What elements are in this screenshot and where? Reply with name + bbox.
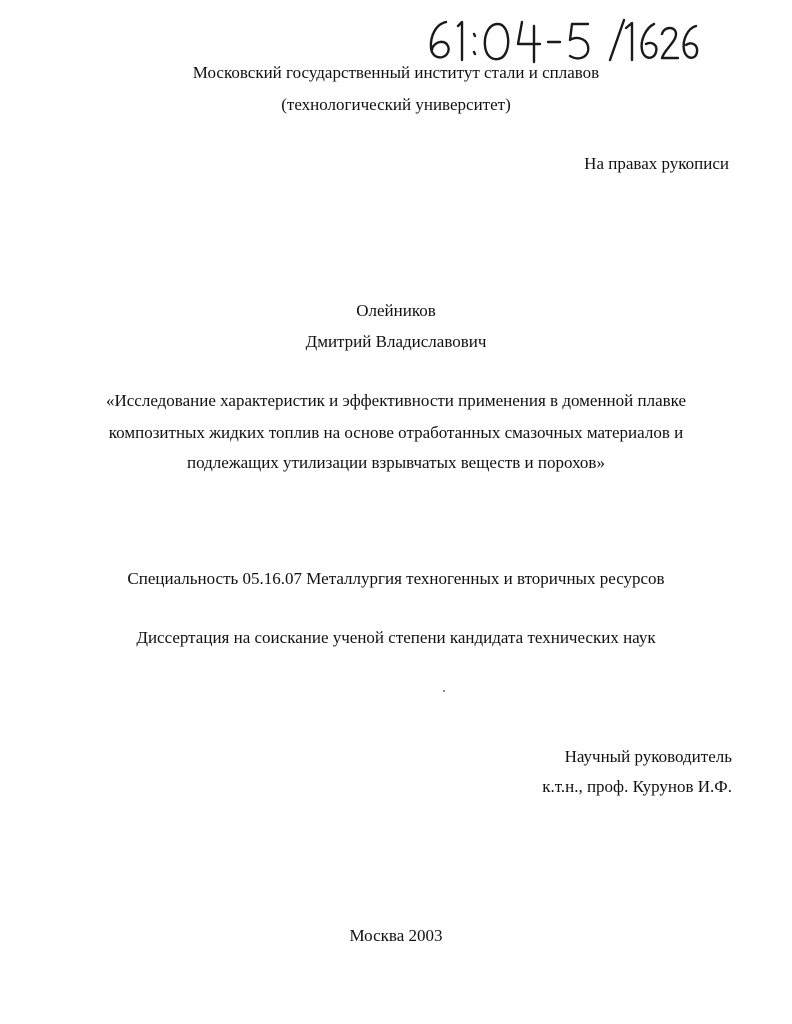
place-year: Москва 2003 — [349, 926, 443, 945]
supervisor-name: к.т.н., проф. Курунов И.Ф. — [542, 777, 732, 796]
dissertation-title-line-2: композитных жидких топлив на основе отработанных смазочных материалов и — [108, 423, 684, 442]
dissertation-title-line-3: подлежащих утилизации взрывчатых веществ и порохов» — [187, 453, 605, 472]
specialty-line: Специальность 05.16.07 Металлургия техногенных и вторичных ресурсов — [127, 569, 665, 588]
institution-name: Московский государственный институт стали и сплавов — [192, 63, 600, 82]
scan-speck — [443, 690, 445, 692]
supervisor-label: Научный руководитель — [564, 747, 732, 766]
institution-subtitle: (технологический университет) — [281, 95, 511, 114]
handwritten-archive-mark — [418, 14, 698, 66]
author-given-names: Дмитрий Владиславович — [305, 332, 487, 351]
handwritten-mark-drawing — [418, 14, 698, 66]
degree-line: Диссертация на соискание ученой степени кандидата технических наук — [136, 628, 656, 647]
author-surname: Олейников — [356, 301, 436, 320]
dissertation-title-line-1: «Исследование характеристик и эффективности применения в доменной плавке — [105, 391, 687, 410]
rights-note: На правах рукописи — [584, 154, 729, 173]
